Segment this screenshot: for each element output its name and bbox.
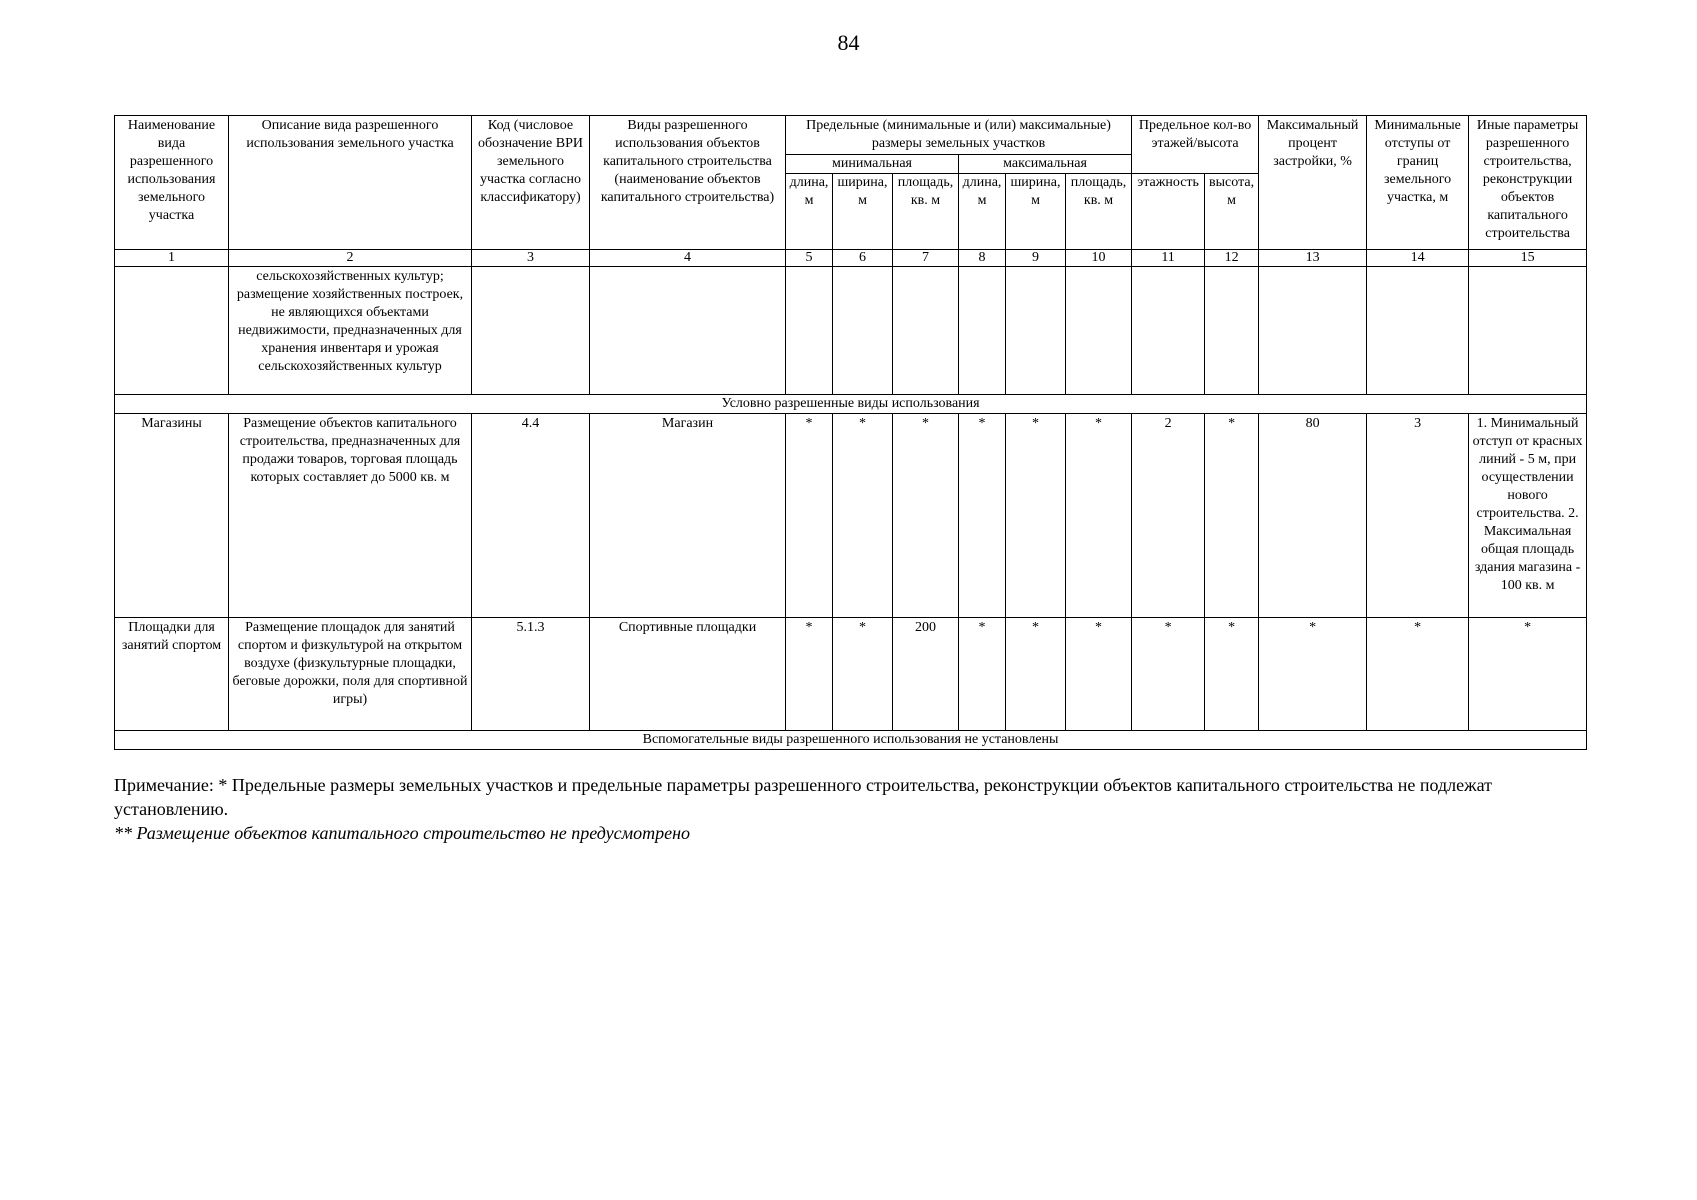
table-cell — [1066, 267, 1132, 395]
table-cell — [1469, 267, 1587, 395]
header-code: Код (числовое обозначение ВРИ земельного участка согласно классификатору) — [472, 116, 590, 250]
column-number: 13 — [1259, 250, 1367, 267]
row-max-length: * — [959, 414, 1006, 618]
row-max-area: * — [1066, 414, 1132, 618]
column-number: 14 — [1367, 250, 1469, 267]
table-cell — [472, 267, 590, 395]
column-number: 5 — [786, 250, 833, 267]
header-max-group: максимальная — [959, 155, 1132, 174]
column-number: 7 — [893, 250, 959, 267]
header-max-percent: Максимальный процент застройки, % — [1259, 116, 1367, 250]
table-cell — [786, 267, 833, 395]
row-code: 4.4 — [472, 414, 590, 618]
row-max-percent: * — [1259, 618, 1367, 731]
table-cell — [1259, 267, 1367, 395]
column-number: 3 — [472, 250, 590, 267]
row-max-length: * — [959, 618, 1006, 731]
row-name: Магазины — [115, 414, 229, 618]
column-number: 4 — [590, 250, 786, 267]
row-max-percent: 80 — [1259, 414, 1367, 618]
table-cell — [833, 267, 893, 395]
header-name: Наименование вида разрешенного использования земельного участка — [115, 116, 229, 250]
table-cell — [1367, 267, 1469, 395]
row-min-area: * — [893, 414, 959, 618]
row-other-params: * — [1469, 618, 1587, 731]
column-number: 1 — [115, 250, 229, 267]
header-max-area: площадь, кв. м — [1066, 174, 1132, 250]
section-conditional-heading: Условно разрешенные виды использования — [115, 395, 1587, 414]
header-floors-group: Предельное кол-во этажей/высота — [1132, 116, 1259, 174]
header-min-length: длина, м — [786, 174, 833, 250]
continuation-row — [115, 267, 1587, 395]
header-min-group: минимальная — [786, 155, 959, 174]
header-height: высота, м — [1205, 174, 1259, 250]
row-name: Площадки для занятий спортом — [115, 618, 229, 731]
note-1: Примечание: * Предельные размеры земельных участков и предельные параметры разрешенного строительства, реконструкции объектов капитального строительства не подлежат установлению. — [114, 775, 1492, 819]
column-number: 12 — [1205, 250, 1259, 267]
column-number: 9 — [1006, 250, 1066, 267]
note-2: ** Размещение объектов капитального строительство не предусмотрено — [114, 823, 691, 843]
column-number: 11 — [1132, 250, 1205, 267]
row-height: * — [1205, 618, 1259, 731]
header-max-length: длина, м — [959, 174, 1006, 250]
row-kinds: Магазин — [590, 414, 786, 618]
column-number: 10 — [1066, 250, 1132, 267]
table-cell — [959, 267, 1006, 395]
header-description: Описание вида разрешенного использования земельного участка — [229, 116, 472, 250]
row-min-offset: 3 — [1367, 414, 1469, 618]
table-row — [115, 618, 1587, 731]
column-number-row — [115, 250, 1587, 267]
header-min-offset: Минимальные отступы от границ земельного участка, м — [1367, 116, 1469, 250]
row-description: Размещение площадок для занятий спортом и физкультурой на открытом воздухе (физкультурные площадки, беговые дорожки, поля для спортивной игры) — [229, 618, 472, 731]
row-kinds: Спортивные площадки — [590, 618, 786, 731]
row-min-width: * — [833, 414, 893, 618]
row-min-width: * — [833, 618, 893, 731]
notes — [114, 773, 1592, 845]
section-conditional-row — [115, 395, 1587, 414]
table-cell — [893, 267, 959, 395]
header-other-params: Иные параметры разрешенного строительства, реконструкции объектов капитального строительства — [1469, 116, 1587, 250]
header-plot-size-group: Предельные (минимальные и (или) максимальные) размеры земельных участков — [786, 116, 1132, 155]
header-min-area: площадь, кв. м — [893, 174, 959, 250]
row-min-area: 200 — [893, 618, 959, 731]
header-kinds: Виды разрешенного использования объектов капитального строительства (наименование объектов капитального строительства) — [590, 116, 786, 250]
section-auxiliary-row — [115, 731, 1587, 750]
row-floors: * — [1132, 618, 1205, 731]
row-min-length: * — [786, 414, 833, 618]
row-description: Размещение объектов капитального строительства, предназначенных для продажи товаров, торговая площадь которых составляет до 5000 кв. м — [229, 414, 472, 618]
continuation-description: сельскохозяйственных культур; размещение хозяйственных построек, не являющихся объектами недвижимости, предназначенных для хранения инвентаря и урожая сельскохозяйственных культур — [229, 267, 472, 395]
row-max-width: * — [1006, 618, 1066, 731]
row-min-offset: * — [1367, 618, 1469, 731]
table-cell — [590, 267, 786, 395]
row-min-length: * — [786, 618, 833, 731]
table-cell — [115, 267, 229, 395]
row-code: 5.1.3 — [472, 618, 590, 731]
header-row-1 — [115, 116, 1587, 155]
table-row — [115, 414, 1587, 618]
table-cell — [1205, 267, 1259, 395]
row-height: * — [1205, 414, 1259, 618]
page-number: 84 — [837, 30, 860, 55]
header-min-width: ширина, м — [833, 174, 893, 250]
section-auxiliary-heading: Вспомогательные виды разрешенного использования не установлены — [115, 731, 1587, 750]
column-number: 15 — [1469, 250, 1587, 267]
column-number: 8 — [959, 250, 1006, 267]
row-max-area: * — [1066, 618, 1132, 731]
row-other-params: 1. Минимальный отступ от красных линий - 5 м, при осуществлении нового строительства. 2. Максимальная общая площадь здания магазина - 100 кв. м — [1469, 414, 1587, 618]
header-floors: этажность — [1132, 174, 1205, 250]
table-cell — [1132, 267, 1205, 395]
row-floors: 2 — [1132, 414, 1205, 618]
column-number: 2 — [229, 250, 472, 267]
permitted-use-table — [114, 115, 1587, 750]
table-cell — [1006, 267, 1066, 395]
column-number: 6 — [833, 250, 893, 267]
header-max-width: ширина, м — [1006, 174, 1066, 250]
row-max-width: * — [1006, 414, 1066, 618]
